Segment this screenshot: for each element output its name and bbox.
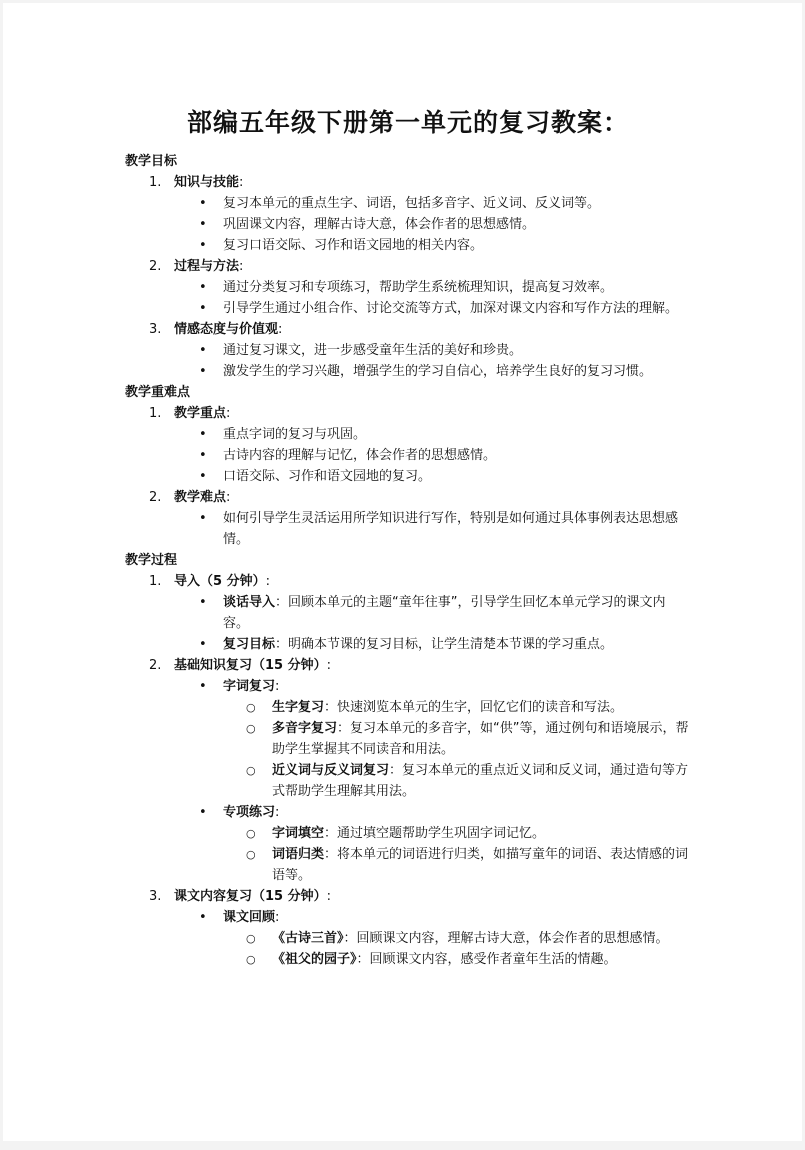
sub-list-item	[125, 697, 691, 718]
bullet-icon: •	[199, 448, 207, 463]
list-item	[125, 193, 691, 214]
item-text	[272, 760, 691, 802]
item-label: 专项练习	[223, 805, 276, 820]
item-text: 复习本单元的重点生字、词语，包括多音字、近义词、反义词等。	[223, 196, 601, 211]
list-number: 2.	[149, 259, 162, 274]
separator: :	[275, 805, 280, 820]
bullet-icon: •	[199, 427, 207, 442]
bullet-icon: •	[199, 217, 207, 232]
document-content	[125, 103, 691, 970]
keypoints-list	[125, 403, 691, 550]
sub-list-item	[125, 844, 691, 886]
item-text	[272, 844, 691, 886]
separator: :	[226, 490, 231, 505]
circle-bullet-icon: ○	[246, 701, 256, 714]
separator: :	[326, 889, 332, 904]
section-heading-keypoints: 教学重难点	[125, 385, 191, 400]
item-label: 生字复习	[272, 700, 325, 715]
circle-bullet-icon: ○	[246, 764, 256, 777]
list-number: 2.	[149, 658, 162, 673]
item-text: 如何引导学生灵活运用所学知识进行写作，特别是如何通过具体事例表达思想感情。	[223, 511, 679, 547]
separator: ：	[275, 595, 289, 610]
item-body: 明确本节课的复习目标，让学生清楚本节课的学习重点。	[288, 637, 614, 652]
item-text: 巩固课文内容，理解古诗大意，体会作者的思想感情。	[223, 217, 536, 232]
item-text: 通过分类复习和专项练习，帮助学生系统梳理知识，提高复习效率。	[223, 280, 614, 295]
item-body: 快速浏览本单元的生字，回忆它们的读音和写法。	[337, 700, 624, 715]
separator: :	[226, 406, 231, 421]
list-item	[125, 340, 691, 361]
item-label: 近义词与反义词复习	[272, 763, 390, 778]
separator: :	[239, 259, 244, 274]
item-label: 《古诗三首》	[272, 931, 344, 946]
circle-bullet-icon: ○	[246, 827, 256, 840]
sub-list-item	[125, 823, 691, 844]
separator: :	[275, 910, 280, 925]
goal-label: 情感态度与价值观	[174, 322, 279, 337]
bullet-icon: •	[199, 511, 207, 526]
goal-item	[125, 319, 691, 340]
item-text	[272, 949, 691, 970]
item-text: 古诗内容的理解与记忆，体会作者的思想感情。	[223, 448, 497, 463]
separator: :	[265, 574, 270, 589]
list-item	[125, 445, 691, 466]
separator: ：	[324, 847, 338, 862]
item-text	[223, 676, 691, 697]
circle-bullet-icon: ○	[246, 953, 256, 966]
bullet-icon: •	[199, 364, 207, 379]
goals-list	[125, 172, 691, 382]
list-number: 1.	[149, 574, 162, 589]
item-label: 字词填空	[272, 826, 325, 841]
circle-bullet-icon: ○	[246, 722, 256, 735]
process-step	[125, 571, 691, 592]
step-label: 基础知识复习（15 分钟）	[174, 658, 327, 673]
separator: ：	[324, 700, 338, 715]
item-text	[223, 634, 691, 655]
sub-list-item	[125, 760, 691, 802]
bullet-icon: •	[199, 301, 207, 316]
list-number: 3.	[149, 889, 162, 904]
keypoint-label: 教学难点	[174, 490, 227, 505]
item-body: 回顾课文内容，感受作者童年生活的情趣。	[369, 952, 617, 967]
step-label: 导入（5 分钟）	[174, 574, 266, 589]
bullet-icon: •	[199, 679, 207, 694]
item-label: 课文回顾	[223, 910, 276, 925]
separator: :	[278, 322, 283, 337]
bullet-icon: •	[199, 910, 207, 925]
separator: :	[239, 175, 244, 190]
bullet-icon: •	[199, 595, 207, 610]
item-text: 口语交际、习作和语文园地的复习。	[223, 469, 432, 484]
keypoint-label: 教学重点	[174, 406, 227, 421]
item-label: 谈话导入	[223, 595, 276, 610]
separator: ：	[275, 637, 289, 652]
bullet-icon: •	[199, 280, 207, 295]
separator: ：	[337, 721, 351, 736]
list-item	[125, 298, 691, 319]
process-list	[125, 571, 691, 970]
list-number: 2.	[149, 490, 162, 505]
list-item	[125, 466, 691, 487]
item-text	[223, 907, 691, 928]
item-text	[223, 592, 691, 634]
item-text	[272, 718, 691, 760]
goal-label: 知识与技能	[174, 175, 240, 190]
sub-list-item	[125, 928, 691, 949]
keypoint-item	[125, 487, 691, 508]
list-item	[125, 277, 691, 298]
process-step	[125, 655, 691, 676]
item-body: 回顾课文内容，理解古诗大意，体会作者的思想感情。	[356, 931, 669, 946]
item-body: 复习本单元的多音字，如“供”等，通过例句和语境展示，帮助学生掌握其不同读音和用法。	[272, 721, 689, 757]
circle-bullet-icon: ○	[246, 932, 256, 945]
list-item	[125, 235, 691, 256]
separator: ：	[324, 826, 338, 841]
item-text: 重点字词的复习与巩固。	[223, 427, 367, 442]
page-title: 部编五年级下册第一单元的复习教案：	[186, 108, 629, 137]
list-item	[125, 676, 691, 697]
item-text	[223, 802, 691, 823]
item-label: 复习目标	[223, 637, 276, 652]
item-body: 回顾本单元的主题“童年往事”，引导学生回忆本单元学习的课文内容。	[223, 595, 666, 631]
list-item	[125, 802, 691, 823]
list-item	[125, 214, 691, 235]
item-text: 通过复习课文，进一步感受童年生活的美好和珍贵。	[223, 343, 523, 358]
goal-label: 过程与方法	[174, 259, 240, 274]
sub-list-item	[125, 718, 691, 760]
goal-item	[125, 172, 691, 193]
separator: ：	[343, 931, 357, 946]
list-item	[125, 361, 691, 382]
separator: ：	[389, 763, 403, 778]
bullet-icon: •	[199, 238, 207, 253]
bullet-icon: •	[199, 637, 207, 652]
sub-list-item	[125, 949, 691, 970]
item-body: 复习本单元的重点近义词和反义词，通过造句等方式帮助学生理解其用法。	[272, 763, 689, 799]
list-number: 1.	[149, 175, 162, 190]
item-text	[272, 928, 691, 949]
goal-item	[125, 256, 691, 277]
list-item	[125, 634, 691, 655]
section-heading-process: 教学过程	[125, 553, 178, 568]
bullet-icon: •	[199, 805, 207, 820]
separator: :	[326, 658, 332, 673]
step-label: 课文内容复习（15 分钟）	[174, 889, 327, 904]
process-step	[125, 886, 691, 907]
item-label: 字词复习	[223, 679, 276, 694]
item-text	[272, 823, 691, 844]
list-item	[125, 907, 691, 928]
list-number: 1.	[149, 406, 162, 421]
item-text: 复习口语交际、习作和语文园地的相关内容。	[223, 238, 484, 253]
item-text: 引导学生通过小组合作、讨论交流等方式，加深对课文内容和写作方法的理解。	[223, 301, 679, 316]
list-item	[125, 424, 691, 445]
bullet-icon: •	[199, 469, 207, 484]
item-label: 词语归类	[272, 847, 325, 862]
section-heading-goals: 教学目标	[125, 154, 178, 169]
item-body: 通过填空题帮助学生巩固字词记忆。	[337, 826, 546, 841]
document-page	[3, 3, 802, 1141]
item-text: 激发学生的学习兴趣，增强学生的学习自信心，培养学生良好的复习习惯。	[223, 364, 653, 379]
list-item	[125, 508, 691, 550]
separator: :	[275, 679, 280, 694]
list-item	[125, 592, 691, 634]
item-label: 《祖父的园子》	[272, 952, 357, 967]
item-body: 将本单元的词语进行归类，如描写童年的词语、表达情感的词语等。	[272, 847, 689, 883]
separator: ：	[356, 952, 370, 967]
circle-bullet-icon: ○	[246, 848, 256, 861]
bullet-icon: •	[199, 343, 207, 358]
keypoint-item	[125, 403, 691, 424]
item-text	[272, 697, 691, 718]
bullet-icon: •	[199, 196, 207, 211]
item-label: 多音字复习	[272, 721, 338, 736]
list-number: 3.	[149, 322, 162, 337]
